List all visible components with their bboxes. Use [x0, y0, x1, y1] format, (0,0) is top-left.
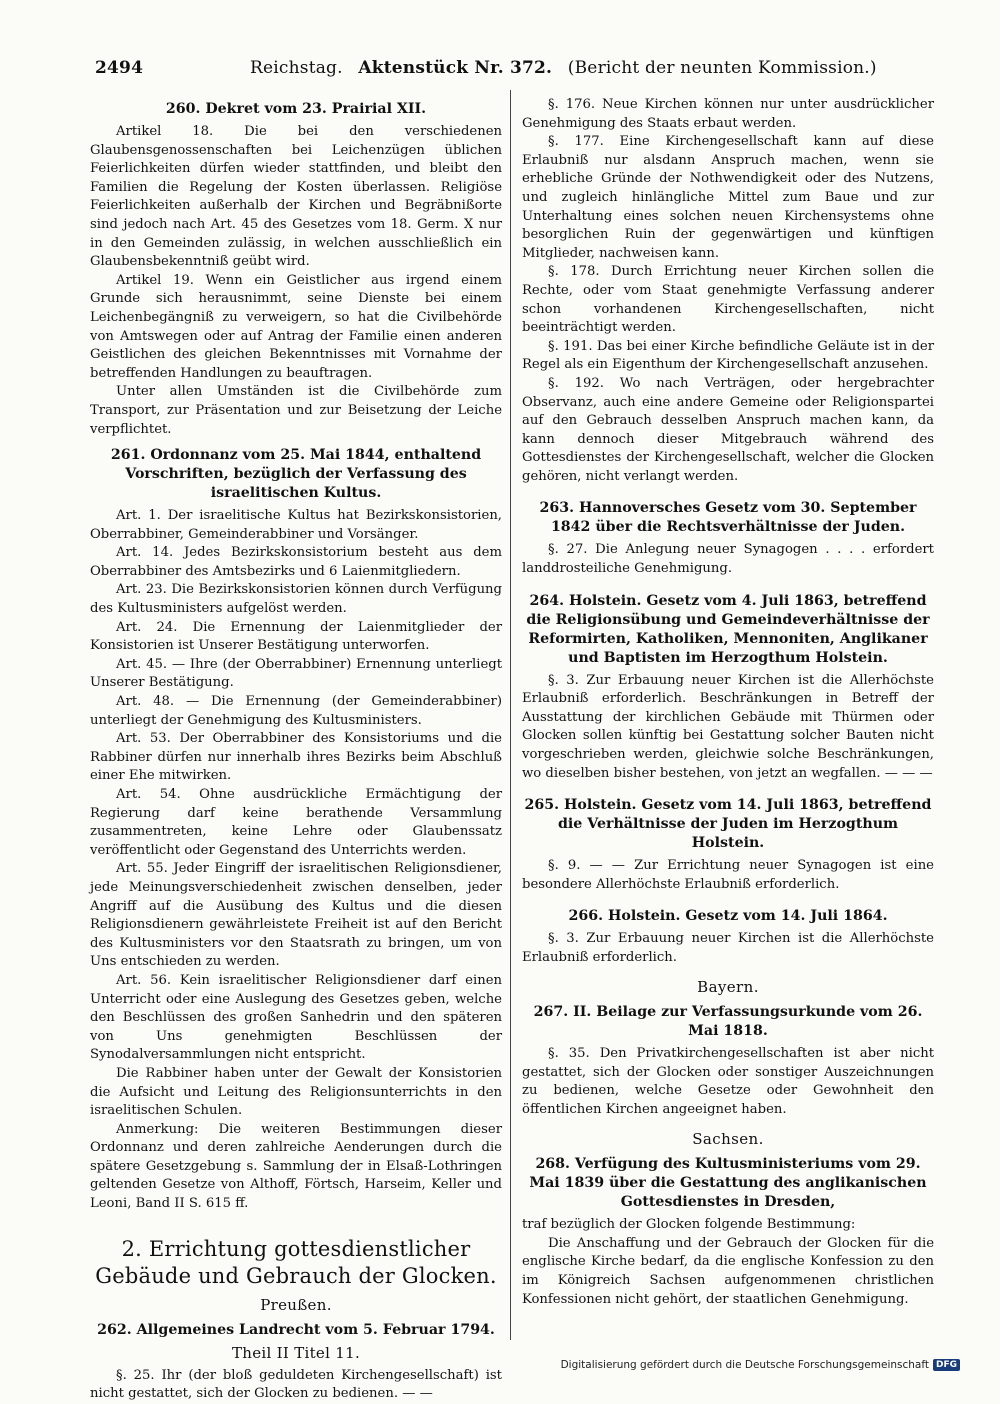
para-263-p27: §. 27. Die Anlegung neuer Synagogen . . . . erfordert landdrosteiliche Genehmigung. [522, 542, 934, 577]
para-261-rabbiner: Die Rabbiner haben unter der Gewalt der Konsistorien die Aufsicht und Leitung des Religionsunterrichts in den israelitischen Schulen. [90, 1065, 502, 1119]
title-bericht: (Bericht der neunten Kommission.) [567, 58, 877, 78]
para-261-art24: Art. 24. Die Ernennung der Laienmitglieder der Konsistorien ist Unserer Bestätigung unterworfen. [90, 619, 502, 654]
page-header [95, 58, 885, 86]
para-261-anmerkung: Anmerkung: Die weiteren Bestimmungen dieser Ordonnanz und deren zahlreiche Aenderungen durch die spätere Gesetzgebung s. Sammlung der in Elsaß-Lothringen geltenden Gesetze von Althoff, Förtsch, Harseim, Keller und Leoni, Band II S. 615 ff. [90, 1121, 502, 1212]
para-261-art54: Art. 54. Ohne ausdrückliche Ermächtigung der Regierung darf keine berathende Versammlung zusammentreten, keine Lehre oder Glaubenssatz veröffentlicht oder Gegenstand des Unterrichts werden. [90, 787, 502, 858]
para-265-p9: §. 9. — — Zur Errichtung neuer Synagogen ist eine besondere Allerhöchste Erlaubniß erforderlich. [522, 858, 934, 892]
para-262-p25: §. 25. Ihr (der bloß geduldeten Kirchengesellschaft) ist nicht gestattet, sich der Glocken zu bedienen. — — [90, 1367, 502, 1402]
para-192: §. 192. Wo nach Verträgen, oder hergebrachter Observanz, auch eine andere Gemeine oder Religionspartei auf den Gebrauch desselben Anspruch machen kann, da kann dennoch dieser Mitgebrauch während des Gottesdienstes der Kirchengesellschaft, welcher die Glocken gehören, nicht verlangt werden. [522, 375, 934, 484]
para-268-intro: traf bezüglich der Glocken folgende Bestimmung: [522, 1217, 856, 1233]
para-260-civil: Unter allen Umständen ist die Civilbehörde zum Transport, zur Präsentation und zur Beisetzung der Leiche verpflichtet. [90, 384, 502, 437]
heading-261: 261. Ordonnanz vom 25. Mai 1844, enthaltend Vorschriften, bezüglich der Verfassung des israelitischen Kultus. [110, 447, 482, 502]
section-2-heading: 2. Errichtung gottesdienstlicher Gebäude und Gebrauch der Glocken. [95, 1236, 497, 1288]
title-reichstag: Reichstag. [250, 58, 343, 78]
para-264-p3: §. 3. Zur Erbauung neuer Kirchen ist die Allerhöchste Erlaubniß erforderlich. Beschränkungen in Betreff der Ausstattung der kirchlichen Gebäude mit Thürmen oder Glocken sollen künftig bei Gestattung solcher Bauten nicht vorgeschrieben werden, gleichwie solche Beschränkungen, wo dieselben bisher bestehen, von jetzt an wegfallen. — — — [522, 672, 934, 781]
footer-text: Digitalisierung gefördert durch die Deutsche Forschungsgemeinschaft [560, 1359, 929, 1371]
page-number: 2494 [95, 58, 144, 78]
heading-266: 266. Holstein. Gesetz vom 14. Juli 1864. [568, 908, 888, 925]
left-column [90, 96, 502, 1404]
subheading-preussen: Preußen. [260, 1295, 332, 1314]
para-261-art48: Art. 48. — Die Ernennung (der Gemeinderabbiner) unterliegt der Genehmigung des Kultusministers. [90, 694, 502, 728]
para-261-art14: Art. 14. Jedes Bezirkskonsistorium besteht aus dem Oberrabbiner des Amtsbezirks und 6 Laienmitgliedern. [90, 545, 502, 579]
para-177: §. 177. Eine Kirchengesellschaft kann auf diese Erlaubniß nur alsdann Anspruch machen, wenn sie erhebliche Gründe der Nothwendigkeit oder des Nutzens, und zugleich hinlängliche Mittel zum Baue und zur Unterhaltung eines solchen neuen Kirchensystems ohne besorglichen Ruin der gegenwärtigen und künftigen Mitglieder, nachweisen kann. [522, 134, 934, 261]
para-261-art55: Art. 55. Jeder Eingriff der israelitischen Religionsdiener, jede Meinungsverschiedenheit zwischen denselben, jeder Angriff auf die Ausübung des Kultus und die diesen Religionsdienern gewährleistete Freiheit ist auf den Bericht des Kultusministers vor den Staatsrath zu bringen, um von Uns entschieden zu werden. [90, 861, 502, 970]
para-261-art56: Art. 56. Kein israelitischer Religionsdiener darf einen Unterricht oder eine Auslegung des Gesetzes geben, welche den Beschlüssen des großen Sanhedrin und den späteren von Uns genehmigten Beschlüssen der Synodalversammlungen nicht entspricht. [90, 972, 502, 1063]
heading-264: 264. Holstein. Gesetz vom 4. Juli 1863, betreffend die Religionsübung und Gemeindeverhältnisse der Reformirten, Katholiken, Mennoniten, Anglikaner und Baptisten im Herzogthum Holstein. [526, 592, 930, 666]
para-261-art45: Art. 45. — Ihre (der Oberrabbiner) Ernennung unterliegt Unserer Bestätigung. [90, 656, 502, 691]
heading-262: 262. Allgemeines Landrecht vom 5. Februar 1794. [97, 1322, 495, 1339]
para-266-p3: §. 3. Zur Erbauung neuer Kirchen ist die Allerhöchste Erlaubniß erforderlich. [522, 931, 934, 965]
para-260-art18: Artikel 18. Die bei den verschiedenen Glaubensgenossenschaften bei Leichenzügen üblichen Feierlichkeiten dürfen wieder stattfinden, und bleibt den Familien die Regelung der Kosten überlassen. Religiöse Feierlichkeiten außerhalb der Kirchen und Begräbnißorte sind jedoch nach Art. 45 des Gesetzes vom 18. Germ. X nur in den Gemeinden zulässig, in welchen ausschließlich ein Glaubensbekenntniß geübt wird. [90, 124, 502, 270]
footer-credit [561, 1359, 960, 1371]
para-261-art1: Art. 1. Der israelitische Kultus hat Bezirkskonsistorien, Oberrabbiner, Gemeinderabbiner und Vorsänger. [90, 508, 502, 542]
heading-263: 263. Hannoversches Gesetz vom 30. September 1842 über die Rechtsverhältnisse der Juden. [539, 500, 917, 536]
subheading-262: Theil II Titel 11. [231, 1344, 361, 1363]
heading-267: 267. II. Beilage zur Verfassungsurkunde vom 26. Mai 1818. [533, 1004, 923, 1040]
para-176: §. 176. Neue Kirchen können nur unter ausdrücklicher Genehmigung des Staats erbaut werden. [522, 97, 934, 131]
right-column [522, 96, 934, 1309]
running-title [250, 58, 877, 78]
subheading-sachsen: Sachsen. [692, 1129, 764, 1148]
heading-260: 260. Dekret vom 23. Prairial XII. [165, 101, 427, 117]
title-aktenstueck: Aktenstück Nr. 372. [358, 58, 553, 78]
para-191: §. 191. Das bei einer Kirche befindliche Geläute ist in der Regel als ein Eigenthum der Kirchengesellschaft anzusehen. [522, 338, 934, 373]
heading-268: 268. Verfügung des Kultusministeriums vom 29. Mai 1839 über die Gestattung des anglikanischen Gottesdienstes in Dresden, [529, 1156, 927, 1211]
para-178: §. 178. Durch Errichtung neuer Kirchen sollen die Rechte, oder vom Staat genehmigte Verfassung anderer schon vorhandenen Kirchengesellschaften, nicht beeinträchtigt werden. [522, 264, 934, 336]
para-261-art23: Art. 23. Die Bezirkskonsistorien können durch Verfügung des Kultusministers aufgelöst werden. [90, 582, 502, 617]
para-261-art53: Art. 53. Der Oberrabbiner des Konsistoriums und die Rabbiner dürfen nur innerhalb ihres Bezirks beim Abschluß einer Ehe mitwirken. [90, 731, 502, 784]
dfg-logo: DFG [933, 1359, 960, 1371]
subheading-bayern: Bayern. [697, 977, 759, 996]
para-268-text: Die Anschaffung und der Gebrauch der Glocken für die englische Kirche bedarf, da die englische Konfession zu den im Königreich Sachsen aufgenommenen christlichen Konfessionen nicht gehört, der staatlichen Genehmigung. [522, 1235, 934, 1307]
para-267-p35: §. 35. Den Privatkirchengesellschaften ist aber nicht gestattet, sich der Glocken oder sonstiger Auszeichnungen zu bedienen, welche Gesetze oder Gewohnheit den öffentlichen Kirchen angeeignet haben. [522, 1046, 934, 1117]
column-divider [510, 90, 511, 1340]
para-260-art19: Artikel 19. Wenn ein Geistlicher aus irgend einem Grunde sich herausnimmt, seine Dienste bei einem Leichenbegängniß zu verweigern, so hat die Civilbehörde von Amtswegen oder auf Antrag der Familie einen anderen Geistlichen des gleichen Bekenntnisses mit Vornahme der betreffenden Handlungen zu beauftragen. [90, 272, 502, 381]
heading-265: 265. Holstein. Gesetz vom 14. Juli 1863, betreffend die Verhältnisse der Juden im Herzogthum Holstein. [524, 797, 932, 852]
